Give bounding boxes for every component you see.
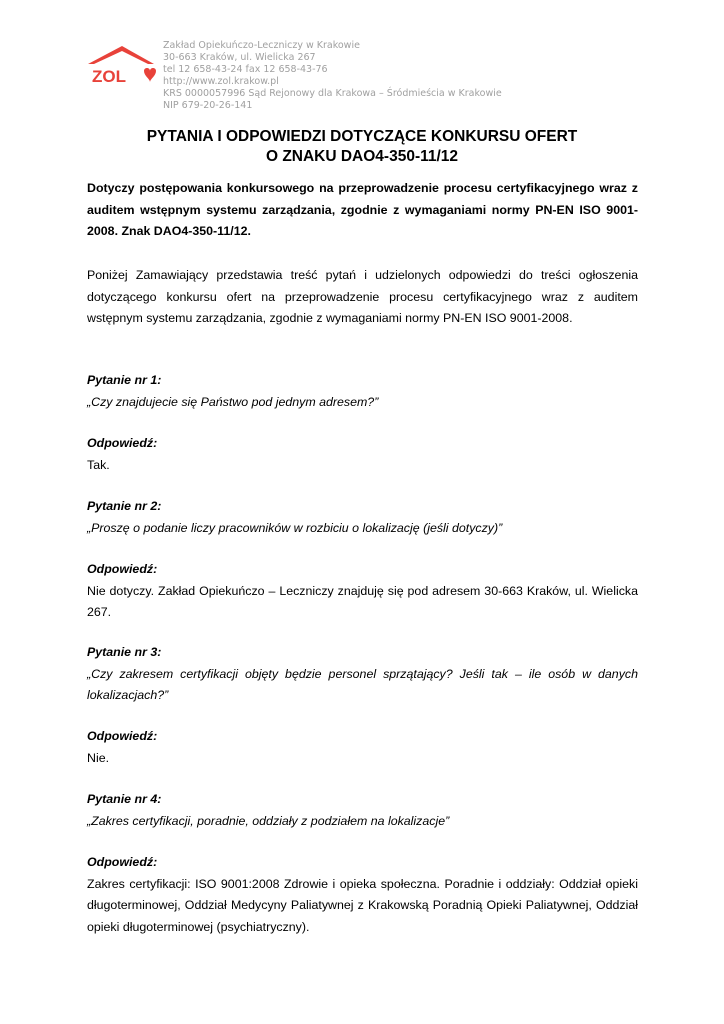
address-line: tel 12 658-43-24 fax 12 658-43-76 [163,64,328,75]
answer-text: Zakres certyfikacji: ISO 9001:2008 Zdrowie i opieka społeczna. Poradnie i oddziały: Oddział opieki długoterminowej, Oddział Medycyny Paliatywnej z Krakowską Poradnią Opieki Paliatywnej, Oddział opieki długoterminowej (psychiatryczny). [87,876,638,934]
subject-paragraph: Dotyczy postępowania konkursowego na przeprowadzenie procesu certyfikacyjnego wraz z auditem wstępnym systemu zarządzania, zgodnie z wymaganiami normy PN-EN ISO 9001-2008. Znak DAO4-350-11/12. [87,181,638,238]
address-line: Zakład Opiekuńczo-Leczniczy w Krakowie [163,40,360,51]
zol-logo [86,44,156,86]
logo-text: ZOL [92,67,126,86]
heart-icon [144,68,156,82]
question-text: „Czy zakresem certyfikacji objęty będzie personel sprzątający? Jeśli tak – ile osób w danych lokalizacjach?” [87,666,638,702]
document-title-line2: O ZNAKU DAO4-350-11/12 [265,148,459,165]
question-label: Pytanie nr 1: [87,373,162,387]
answer-text: Nie dotyczy. Zakład Opiekuńczo – Leczniczy znajduję się pod adresem 30-663 Kraków, ul. Wielicka 267. [87,583,638,619]
question-block-3 [87,642,638,707]
answer-label: Odpowiedź: [87,436,158,450]
answer-text: Tak. [87,457,110,472]
question-text: „Czy znajdujecie się Państwo pod jednym adresem?” [87,394,379,409]
question-text: „Zakres certyfikacji, poradnie, oddziały z podziałem na lokalizacje” [87,813,450,828]
question-block-1 [87,370,638,413]
address-block [163,40,502,112]
question-label: Pytanie nr 3: [87,645,162,659]
question-block-4 [87,789,638,832]
answer-block-4 [87,852,638,938]
question-label: Pytanie nr 4: [87,792,162,806]
answer-label: Odpowiedź: [87,855,158,869]
address-line: 30-663 Kraków, ul. Wielicka 267 [163,52,316,63]
answer-block-1 [87,433,638,476]
intro-paragraph: Poniżej Zamawiający przedstawia treść pytań i udzielonych odpowiedzi do treści ogłoszenia dotyczącego konkursu ofert na przeprowadzenie procesu certyfikacyjnego wraz z auditem wstępnym systemu zarządzania, zgodnie z wymaganiami normy PN-EN ISO 9001-2008. [87,268,638,325]
answer-label: Odpowiedź: [87,729,158,743]
address-line: NIP 679-20-26-141 [163,100,253,111]
letterhead [86,40,646,120]
answer-block-3 [87,726,638,769]
address-line: KRS 0000057996 Sąd Rejonowy dla Krakowa – Śródmieścia w Krakowie [163,88,502,99]
answer-text: Nie. [87,750,110,765]
website-line: http://www.zol.krakow.pl [163,76,279,87]
answer-block-2 [87,559,638,624]
question-label: Pytanie nr 2: [87,499,162,513]
question-block-2 [87,496,638,539]
document-title-line1: PYTANIA I ODPOWIEDZI DOTYCZĄCE KONKURSU OFERT [146,128,578,145]
answer-label: Odpowiedź: [87,562,158,576]
question-text: „Proszę o podanie liczy pracowników w rozbiciu o lokalizację (jeśli dotyczy)” [87,520,503,535]
